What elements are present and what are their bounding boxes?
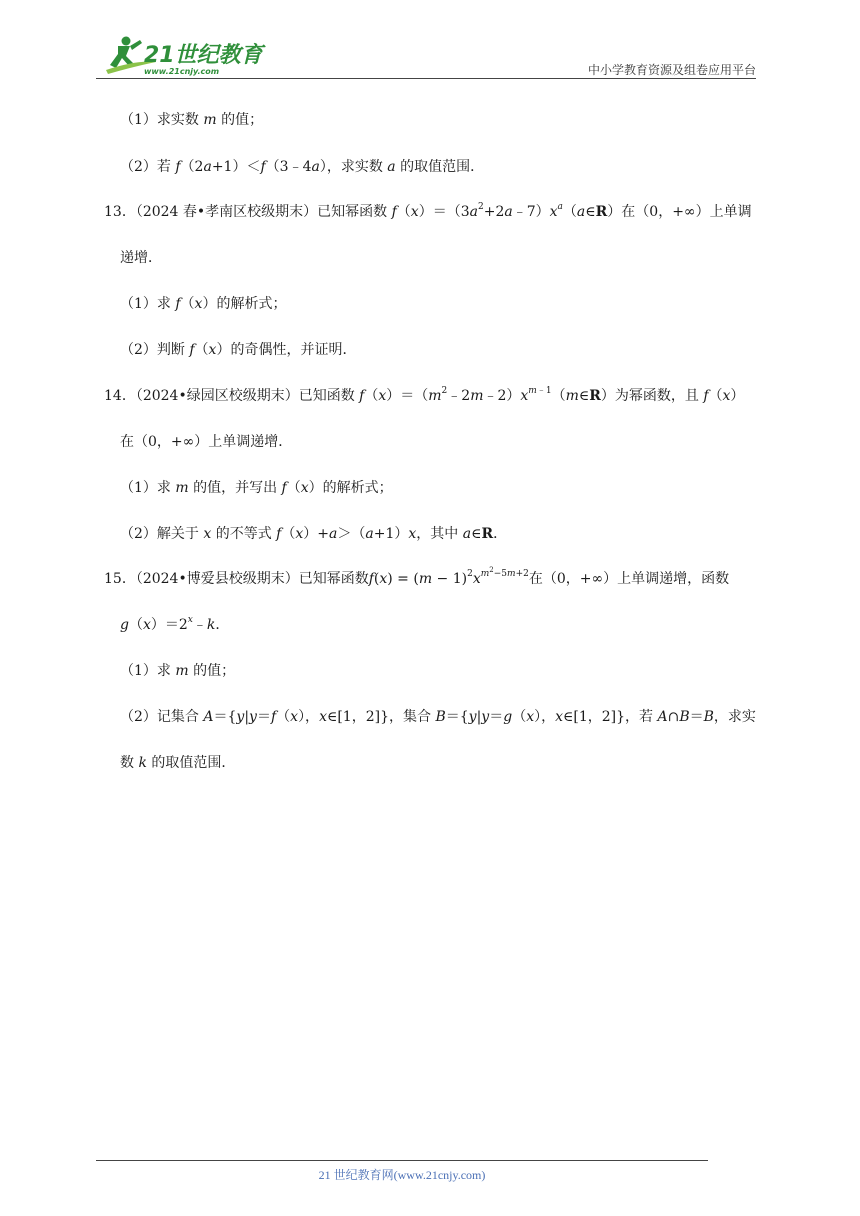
q15-part1: （1）求 m 的值； [120,663,236,679]
q12-part1: （1）求实数 m 的值； [120,112,264,128]
question-15-stem-cont: $g(x)=2^x﹣k$． [120,615,230,633]
question-14-stem-cont: 在（0，+∞）上单调递增． [120,434,293,450]
q14-part2: （2）解关于 x 的不等式 f（x）+a＞（a+1）x，其中 a∈R． [120,526,508,542]
question-13-stem: 13．（2024 春•孝南区校级期末）已知幂函数 $f(x)=(3a^2+2a﹣7)x^a(a\in R)$在（0，+∞）上单调 [104,202,752,220]
q15-part2-cont: 数 k 的取值范围． [120,755,236,771]
page-header [0,0,860,80]
q13-part2: （2）判断 f（x）的奇偶性，并证明． [120,342,357,358]
q15-part2: （2）记集合 A＝{y|y＝f（x），x∈[1，2]}，集合 B＝{y|y＝g（x），x∈[1，2]}，若 A∩B＝B，求实 [120,709,756,725]
page-footer [0,1166,860,1183]
svg-text:21世纪教育: 21世纪教育 [144,43,263,68]
q13-part1: （1）求 f（x）的解析式； [120,296,287,312]
question-14-stem: 14．（2024•绿园区校级期末）已知函数 $f(x)=(m^2﹣2m﹣2)x^{m﹣1}(m\in R)$为幂函数，且 f（x） [104,386,745,404]
runner-logo-icon [96,34,266,78]
header-divider [96,78,756,79]
q12-part2: （2）若 f（2a+1）＜f（3﹣4a），求实数 a 的取值范围． [120,159,485,175]
svg-text:www.21cnjy.com: www.21cnjy.com [144,67,220,76]
question-13-stem-cont: 递增． [120,250,162,266]
platform-tagline: 中小学教育资源及组卷应用平台 [587,63,756,77]
footer-divider [96,1160,708,1161]
q14-part1: （1）求 m 的值，并写出 f（x）的解析式； [120,480,393,496]
site-logo [96,34,266,78]
question-15-stem: 15．（2024•博爱县校级期末）已知幂函数$f(x) = (m - 1)^2x^{m^2-5m+2}$在（0，+∞）上单调递增，函数 [104,566,730,587]
footer-link[interactable]: 21 世纪教育网(www.21cnjy.com) [318,1168,486,1182]
